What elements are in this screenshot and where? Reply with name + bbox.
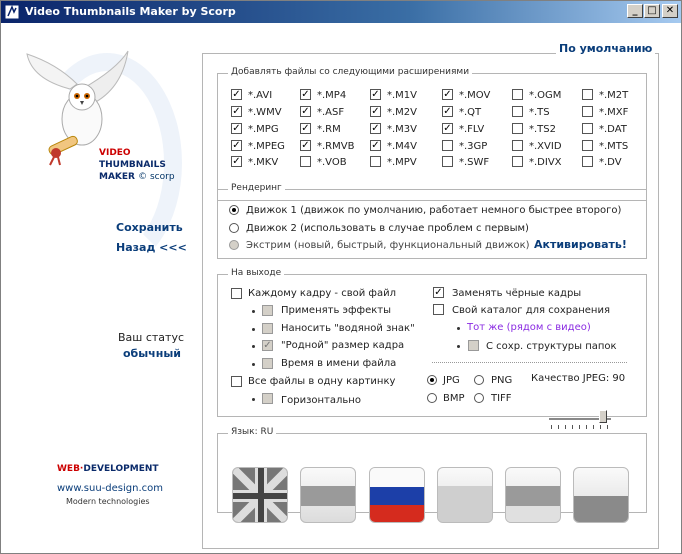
minimize-button[interactable]: _ [627,4,643,18]
ext-checkbox[interactable] [582,123,593,134]
status-label: Ваш статус [118,331,185,344]
watermark-checkbox [262,323,273,334]
jpeg-quality-label: Качество JPEG: 90 [531,373,626,384]
ext-label: *.DV [599,157,622,168]
watermark-label: Наносить "водяной знак" [281,323,415,334]
ext-checkbox[interactable]: ✓ [443,89,452,100]
ext-checkbox[interactable]: ✓ [232,89,241,100]
ext-label: *.MKV [248,157,279,168]
slider-tick [586,425,587,429]
ext-checkbox[interactable]: ✓ [371,106,380,117]
ext-label: *.TS2 [529,124,556,135]
web-url-link[interactable]: www.suu-design.com [57,483,164,494]
ext-checkbox[interactable]: ✓ [232,106,241,117]
ext-checkbox[interactable] [582,140,593,151]
apply-effects-label: Применять эффекты [281,305,392,316]
time-in-name-checkbox [262,358,273,369]
flag-5-icon[interactable] [505,467,561,523]
brand-line-3: MAKER [99,172,135,182]
horizontal-label: Горизонтально [281,395,361,406]
ext-checkbox[interactable]: ✓ [371,140,380,151]
output-legend: На выходе [228,268,284,278]
ext-label: *.FLV [459,124,485,135]
ext-checkbox[interactable]: ✓ [371,89,380,100]
web-dev-logo [57,464,159,474]
bullet-icon [457,327,460,330]
ext-label: *.SWF [459,157,490,168]
brand-copyright: © scorp [138,172,175,182]
ext-label: *.MXF [599,107,629,118]
own-dir-label: Свой каталог для сохранения [452,305,610,316]
ext-label: *.3GP [459,141,488,152]
own-dir-checkbox[interactable] [433,304,444,315]
format-tiff-label: TIFF [491,393,512,404]
all-in-one-checkbox[interactable] [231,376,242,387]
per-frame-checkbox[interactable] [231,288,242,299]
extensions-legend: Добавлять файлы со следующими расширениями [228,67,472,77]
window-title: Video Thumbnails Maker by Scorp [25,5,236,18]
ext-checkbox[interactable] [512,123,523,134]
ext-checkbox[interactable]: ✓ [371,123,380,134]
web-dev-a: WEB· [57,464,84,474]
ext-checkbox[interactable]: ✓ [301,123,310,134]
format-png-radio[interactable] [474,375,484,385]
ext-checkbox[interactable] [370,156,381,167]
ext-label: *.RMVB [317,141,355,152]
time-in-name-label: Время в имени файла [281,358,397,369]
flag-4-icon[interactable] [437,467,493,523]
format-jpg-label: JPG [443,375,460,386]
ext-label: *.MTS [599,141,629,152]
ext-label: *.M4V [387,141,418,152]
engine1-radio[interactable] [229,205,239,215]
ext-label: *.WMV [248,107,282,118]
flag-6-icon[interactable] [573,467,629,523]
ext-checkbox[interactable]: ✓ [232,123,241,134]
ext-label: *.TS [529,107,550,118]
extreme-label: Экстрим (новый, быстрый, функциональный движок) [246,240,530,251]
engine1-label: Движок 1 (движок по умолчанию, работает немного быстрее второго) [246,205,622,216]
back-link[interactable]: Назад <<< [116,241,187,254]
format-jpg-radio[interactable] [427,375,437,385]
extreme-radio [229,240,239,250]
maximize-button[interactable]: □ [644,4,660,18]
ext-checkbox[interactable]: ✓ [301,140,310,151]
bullet-icon [252,345,255,348]
brand-text [99,147,175,183]
ext-checkbox[interactable] [300,156,311,167]
web-dev-b: DEVELOPMENT [83,464,159,474]
flag-2-icon[interactable] [300,467,356,523]
ext-label: *.XVID [529,141,562,152]
ext-label: *.AVI [248,90,273,101]
ext-checkbox[interactable] [512,156,523,167]
uk-flag-icon[interactable] [232,467,288,523]
save-link[interactable]: Сохранить [116,221,183,234]
ext-label: *.VOB [317,157,347,168]
keep-structure-checkbox [468,340,479,351]
ext-label: *.ASF [317,107,345,118]
ext-label: *.MPV [387,157,417,168]
rendering-legend: Рендеринг [228,183,285,193]
engine2-radio[interactable] [229,223,239,233]
web-tagline: Modern technologies [66,497,150,506]
ru-flag-icon[interactable] [369,467,425,523]
native-size-label: "Родной" размер кадра [281,340,405,351]
same-dir-link[interactable]: Тот же (рядом с видео) [467,322,591,333]
language-legend: Язык: RU [228,427,276,437]
horizontal-checkbox [262,393,273,404]
brand-line-1: VIDEO [99,148,131,158]
ext-checkbox[interactable] [582,156,593,167]
activate-link[interactable]: Активировать! [534,238,627,251]
bullet-icon [252,310,255,313]
bullet-icon [252,363,255,366]
ext-label: *.M2V [387,107,418,118]
ext-label: *.MOV [459,90,491,101]
bullet-icon [252,328,255,331]
title-bar[interactable] [1,1,681,23]
ext-label: *.DAT [599,124,627,135]
client-area [2,23,680,553]
app-icon [4,4,20,20]
ext-checkbox[interactable]: ✓ [301,106,310,117]
ext-checkbox[interactable]: ✓ [232,140,241,151]
ext-label: *.QT [459,107,482,118]
ext-checkbox[interactable] [582,89,593,100]
ext-checkbox[interactable] [512,89,523,100]
slider-tick [593,425,594,429]
replace-black-label: Заменять чёрные кадры [452,288,582,299]
ext-checkbox[interactable]: ✓ [443,106,452,117]
ext-label: *.M2T [599,90,629,101]
ext-checkbox[interactable]: ✓ [301,89,310,100]
separator [432,362,627,363]
status-value[interactable]: обычный [123,347,181,360]
panel-title[interactable]: По умолчанию [556,42,655,55]
bullet-icon [457,345,460,348]
slider-tick [565,425,566,429]
native-size-checkbox: ✓ [263,340,272,351]
engine2-label: Движок 2 (использовать в случае проблем с первым) [246,223,529,234]
apply-effects-checkbox [262,305,273,316]
all-in-one-label: Все файлы в одну картинку [248,376,396,387]
ext-label: *.RM [317,124,341,135]
slider-tick [600,425,601,429]
slider-tick [558,425,559,429]
replace-black-checkbox[interactable]: ✓ [434,287,443,298]
ext-checkbox[interactable]: ✓ [232,156,241,167]
ext-label: *.MP4 [317,90,347,101]
slider-tick [579,425,580,429]
jpeg-quality-slider-thumb[interactable] [599,410,607,423]
keep-structure-label: С сохр. структуры папок [486,341,617,352]
ext-label: *.MPEG [248,141,285,152]
brand-line-2: THUMBNAILS [99,160,166,170]
ext-checkbox[interactable] [442,140,453,151]
format-bmp-radio[interactable] [427,393,437,403]
ext-label: *.DIVX [529,157,562,168]
slider-tick [551,425,552,429]
ext-checkbox[interactable] [442,156,453,167]
ext-checkbox[interactable]: ✓ [443,123,452,134]
ext-checkbox[interactable] [582,106,593,117]
ext-checkbox[interactable] [512,106,523,117]
ext-label: *.OGM [529,90,562,101]
per-frame-label: Каждому кадру - свой файл [248,288,396,299]
ext-checkbox[interactable] [512,140,523,151]
format-png-label: PNG [491,375,513,386]
slider-tick [607,425,608,429]
format-bmp-label: BMP [443,393,465,404]
ext-label: *.MPG [248,124,279,135]
slider-tick [572,425,573,429]
ext-label: *.M3V [387,124,418,135]
format-tiff-radio[interactable] [474,393,484,403]
bullet-icon [252,398,255,401]
ext-label: *.M1V [387,90,418,101]
close-button[interactable]: ✕ [662,4,678,18]
